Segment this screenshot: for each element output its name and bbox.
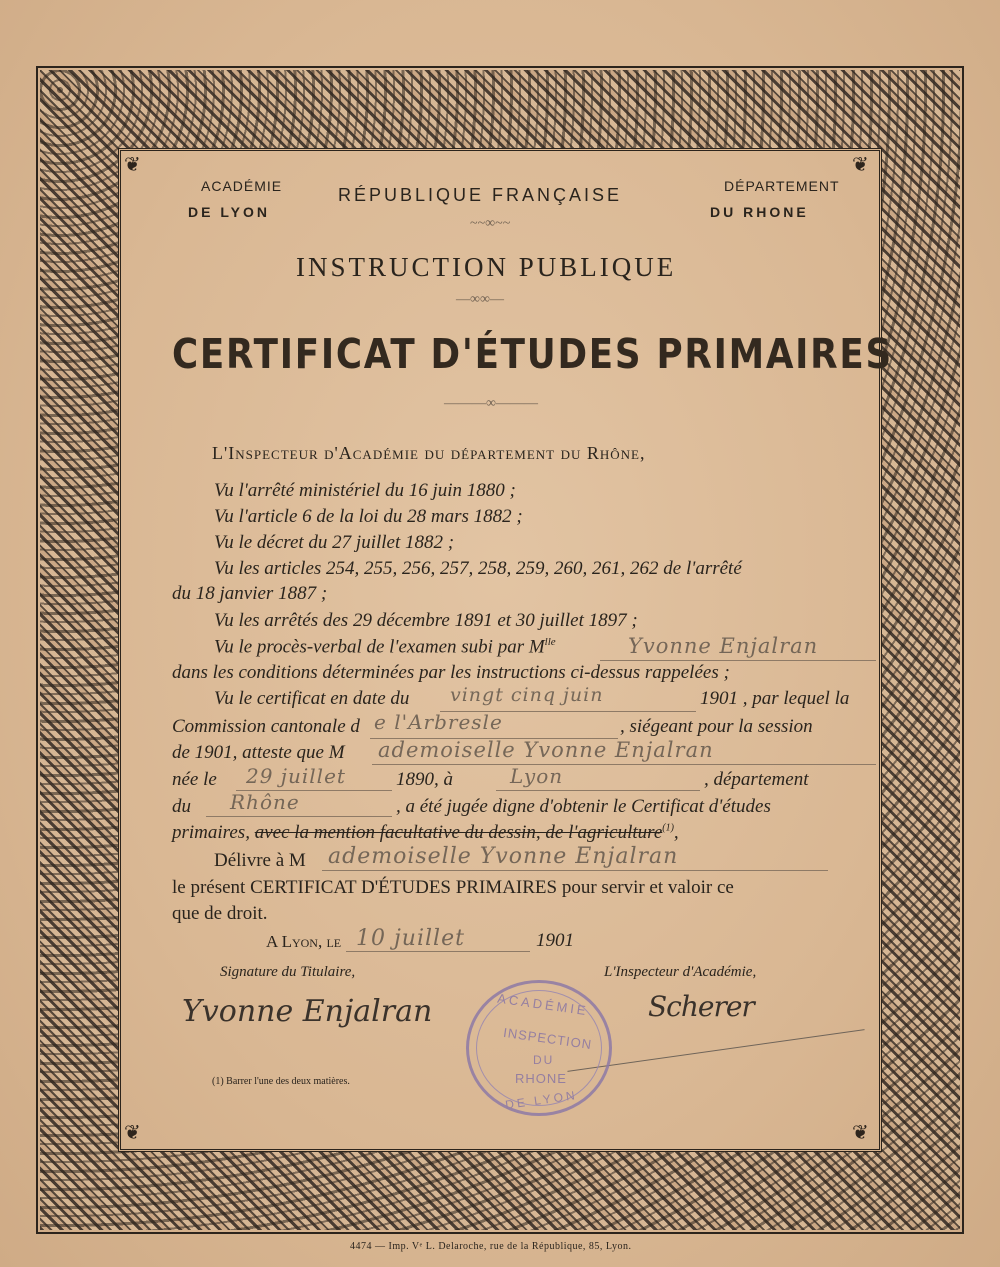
corner-ornament-icon: ❦ — [124, 1122, 141, 1144]
commission-end: , siégeant pour la session — [620, 716, 813, 737]
stamp-line-3: RHONE — [515, 1071, 567, 1086]
footnote-ref: (1) — [662, 822, 674, 834]
fill-in-line — [372, 764, 876, 765]
visa-line-1: Vu l'arrêté ministériel du 16 juin 1880 ; — [214, 480, 516, 501]
departement-name: DU RHONE — [710, 204, 809, 220]
fill-in-line — [346, 951, 530, 952]
cert-date-end: 1901 , par lequel la — [700, 688, 850, 709]
handwritten-birth-place: Lyon — [510, 764, 564, 788]
birth-year: 1890, à — [396, 769, 453, 790]
stamp-bottom-text: DE LYON — [504, 1088, 579, 1112]
present-certificate-line: le présent CERTIFICAT D'ÉTUDES PRIMAIRES pour servir et valoir ce — [172, 877, 734, 898]
exam-text: Vu le procès-verbal de l'examen subi par M — [214, 636, 545, 658]
droit-line: que de droit. — [172, 903, 268, 924]
stamp-top-text: ACADÉMIE — [496, 990, 590, 1019]
cert-date-label: Vu le certificat en date du — [214, 688, 410, 709]
stamp-line-2: DU — [533, 1053, 555, 1067]
handwritten-birth-date: 29 juillet — [246, 764, 346, 788]
visa-line-4: Vu les articles 254, 255, 256, 257, 258, 259, 260, 261, 262 de l'arrêté — [214, 558, 742, 579]
birth-label: née le — [172, 769, 217, 790]
academie-city: DE LYON — [188, 204, 270, 220]
certificate-title: CERTIFICAT D'ÉTUDES PRIMAIRES — [172, 330, 893, 378]
flourish-icon: ~~∞~~ — [470, 216, 511, 231]
handwritten-department: Rhône — [230, 790, 300, 814]
fill-in-line — [206, 816, 392, 817]
footnote: (1) Barrer l'une des deux matières. — [212, 1076, 350, 1087]
inspector-signature: Scherer — [648, 990, 754, 1023]
fill-in-line — [496, 790, 700, 791]
visa-line-3: Vu le décret du 27 juillet 1882 ; — [214, 532, 455, 553]
flourish-icon: ———∞——— — [444, 396, 538, 411]
printer-imprint: 4474 — Imp. Vᵉ L. Delaroche, rue de la République, 85, Lyon. — [350, 1241, 632, 1252]
judged-line: , a été jugée digne d'obtenir le Certificat d'études — [396, 796, 771, 817]
handwritten-canton: e l'Arbresle — [374, 710, 503, 734]
corner-ornament-icon: ❦ — [852, 1122, 869, 1144]
visa-line-2: Vu l'article 6 de la loi du 28 mars 1882 ; — [214, 506, 523, 527]
corner-ornament-icon: ❦ — [852, 154, 869, 176]
conditions-line: dans les conditions déterminées par les instructions ci-dessus rappelées ; — [172, 662, 730, 683]
title-abbrev: lle — [544, 636, 556, 648]
holder-signature-label: Signature du Titulaire, — [220, 964, 356, 980]
primaires-line: primaires, avec la mention facultative du dessin, de l'agriculture$^{(1)}$, — [172, 822, 679, 843]
intro-line: L'Inspecteur d'Académie du département du Rhône, — [212, 443, 646, 463]
handwritten-issue-date: 10 juillet — [356, 926, 465, 951]
stamp-line-1: INSPECTION — [502, 1024, 594, 1053]
holder-signature: Yvonne Enjalran — [182, 994, 433, 1029]
date-place-label: A Lyon, le — [266, 932, 342, 951]
primaires-word: primaires, — [172, 822, 250, 843]
flourish-icon: —∞∞— — [456, 292, 504, 307]
visa-line-5: Vu les arrêtés des 29 décembre 1891 et 30 juillet 1897 ; — [214, 610, 638, 631]
instruction-publique: INSTRUCTION PUBLIQUE — [296, 252, 677, 282]
fill-in-line — [600, 660, 876, 661]
issue-year: 1901 — [536, 930, 574, 951]
commission-label: Commission cantonale d — [172, 716, 360, 737]
delivre-label: Délivre à M — [214, 850, 306, 871]
handwritten-recipient: ademoiselle Yvonne Enjalran — [328, 844, 679, 869]
handwritten-candidate-name: Yvonne Enjalran — [628, 634, 819, 658]
fill-in-line — [322, 870, 828, 871]
republique-heading: RÉPUBLIQUE FRANÇAISE — [338, 185, 623, 205]
academie-label: ACADÉMIE — [201, 178, 283, 194]
dept-label: du — [172, 796, 191, 817]
academy-seal-stamp — [466, 980, 612, 1116]
corner-ornament-icon: ❦ — [124, 154, 141, 176]
exam-line-label — [214, 636, 556, 658]
handwritten-exam-date: vingt cinq juin — [450, 684, 604, 706]
handwritten-full-name: ademoiselle Yvonne Enjalran — [378, 738, 714, 762]
visa-line-4-cont: du 18 janvier 1887 ; — [172, 583, 328, 604]
inspector-signature-label: L'Inspecteur d'Académie, — [604, 964, 757, 980]
struck-mention: avec la mention facultative du dessin, de l'agriculture — [254, 822, 663, 843]
departement-word: , département — [704, 769, 809, 790]
departement-label: DÉPARTEMENT — [724, 178, 840, 194]
session-line: de 1901, atteste que M — [172, 742, 345, 763]
